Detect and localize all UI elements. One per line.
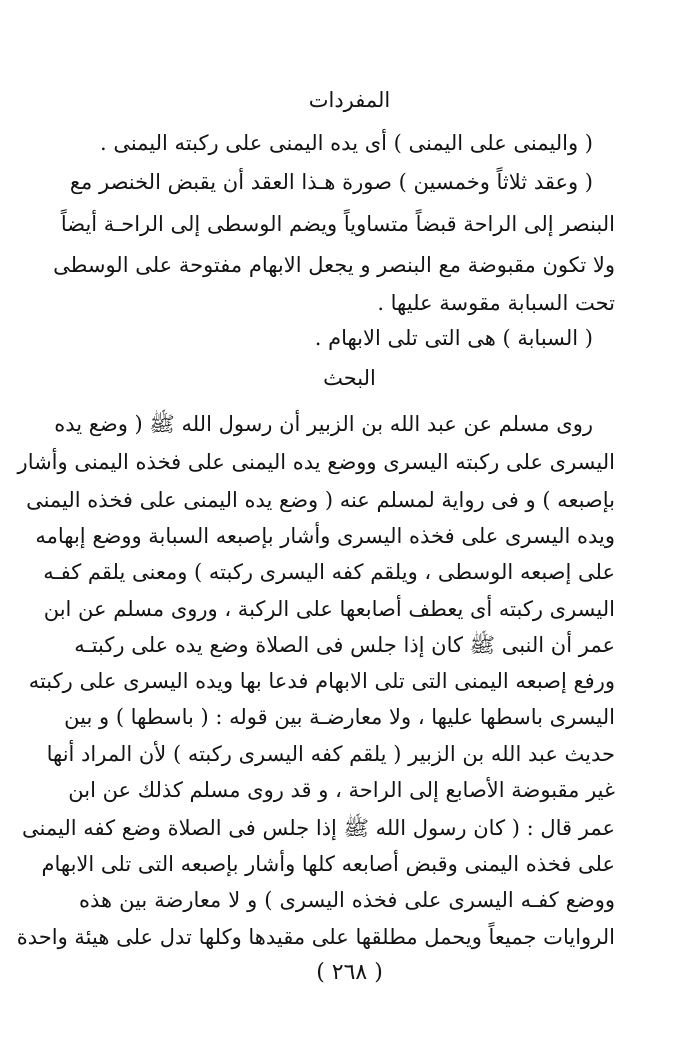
discussion-line-2: اليسرى على ركبته اليسرى ووضع يده اليمنى على فخذه اليمنى وأشار <box>17 450 615 474</box>
vocab-line-1: ( واليمنى على اليمنى ) أى يده اليمنى على ركبته اليمنى . <box>99 131 593 155</box>
discussion-line-10: حديث عبد الله بن الزبير ( يلقم كفه اليسرى ركبته ) لأن المراد أنها <box>46 742 615 766</box>
discussion-line-14: ووضع كفـه اليسرى على فخذه اليسرى ) و لا معارضة بين هذه <box>79 888 615 912</box>
section-title-vocabulary: المفردات <box>308 88 391 112</box>
discussion-line-4: ويده اليسرى على فخذه اليسرى وأشار بإصبعه السبابة ووضع إبهامه <box>35 524 615 548</box>
discussion-line-13: على فخذه اليمنى وقبض أصابعه كلها وأشار بإصبعه التى تلى الابهام <box>41 852 615 876</box>
vocab-line-5: تحت السبابة مقوسة عليها . <box>377 291 615 315</box>
vocab-line-3: البنصر إلى الراحة قبضاً متساوياً ويضم الوسطى إلى الراحـة أيضاً <box>60 212 615 236</box>
vocab-line-2: ( وعقد ثلاثاً وخمسين ) صورة هـذا العقد أن يقبض الخنصر مع <box>69 170 593 194</box>
discussion-line-9: اليسرى باسطها عليها ، ولا معارضـة بين قوله : ( باسطها ) و بين <box>64 705 615 729</box>
discussion-line-8: ورفع إصبعه اليمنى التى تلى الابهام فدعا بها ويده اليسرى على ركبته <box>28 669 615 693</box>
discussion-line-6: اليسرى ركبته أى يعطف أصابعها على الركبة ، وروى مسلم عن ابن <box>43 597 615 621</box>
vocab-line-4: ولا تكون مقبوضة مع البنصر و يجعل الابهام مفتوحة على الوسطى <box>53 253 615 277</box>
discussion-line-3: بإصبعه ) و فى رواية لمسلم عنه ( وضع يده اليمنى على فخذه اليمنى <box>26 488 615 512</box>
discussion-line-5: على إصبعه الوسطى ، ويلقم كفه اليسرى ركبته ) ومعنى يلقم كفـه <box>43 560 615 584</box>
discussion-line-11: غير مقبوضة الأصابع إلى الراحة ، و قد روى مسلم كذلك عن ابن <box>68 778 615 802</box>
page-number: ( ٢٦٨ ) <box>316 960 383 985</box>
vocab-line-6: ( السبابة ) هى التى تلى الابهام . <box>314 326 593 350</box>
section-title-discussion: البحث <box>323 366 376 390</box>
discussion-line-1: روى مسلم عن عبد الله بن الزبير أن رسول الله ﷺ ( وضع يده <box>54 412 593 436</box>
discussion-line-7: عمر أن النبى ﷺ كان إذا جلس فى الصلاة وضع يده على ركبتـه <box>74 633 615 657</box>
discussion-line-12: عمر قال : ( كان رسول الله ﷺ إذا جلس فى الصلاة وضع كفه اليمنى <box>22 816 615 840</box>
discussion-line-15: الروايات جميعاً ويحمل مطلقها على مقيدها وكلها تدل على هيئة واحدة <box>16 925 615 949</box>
